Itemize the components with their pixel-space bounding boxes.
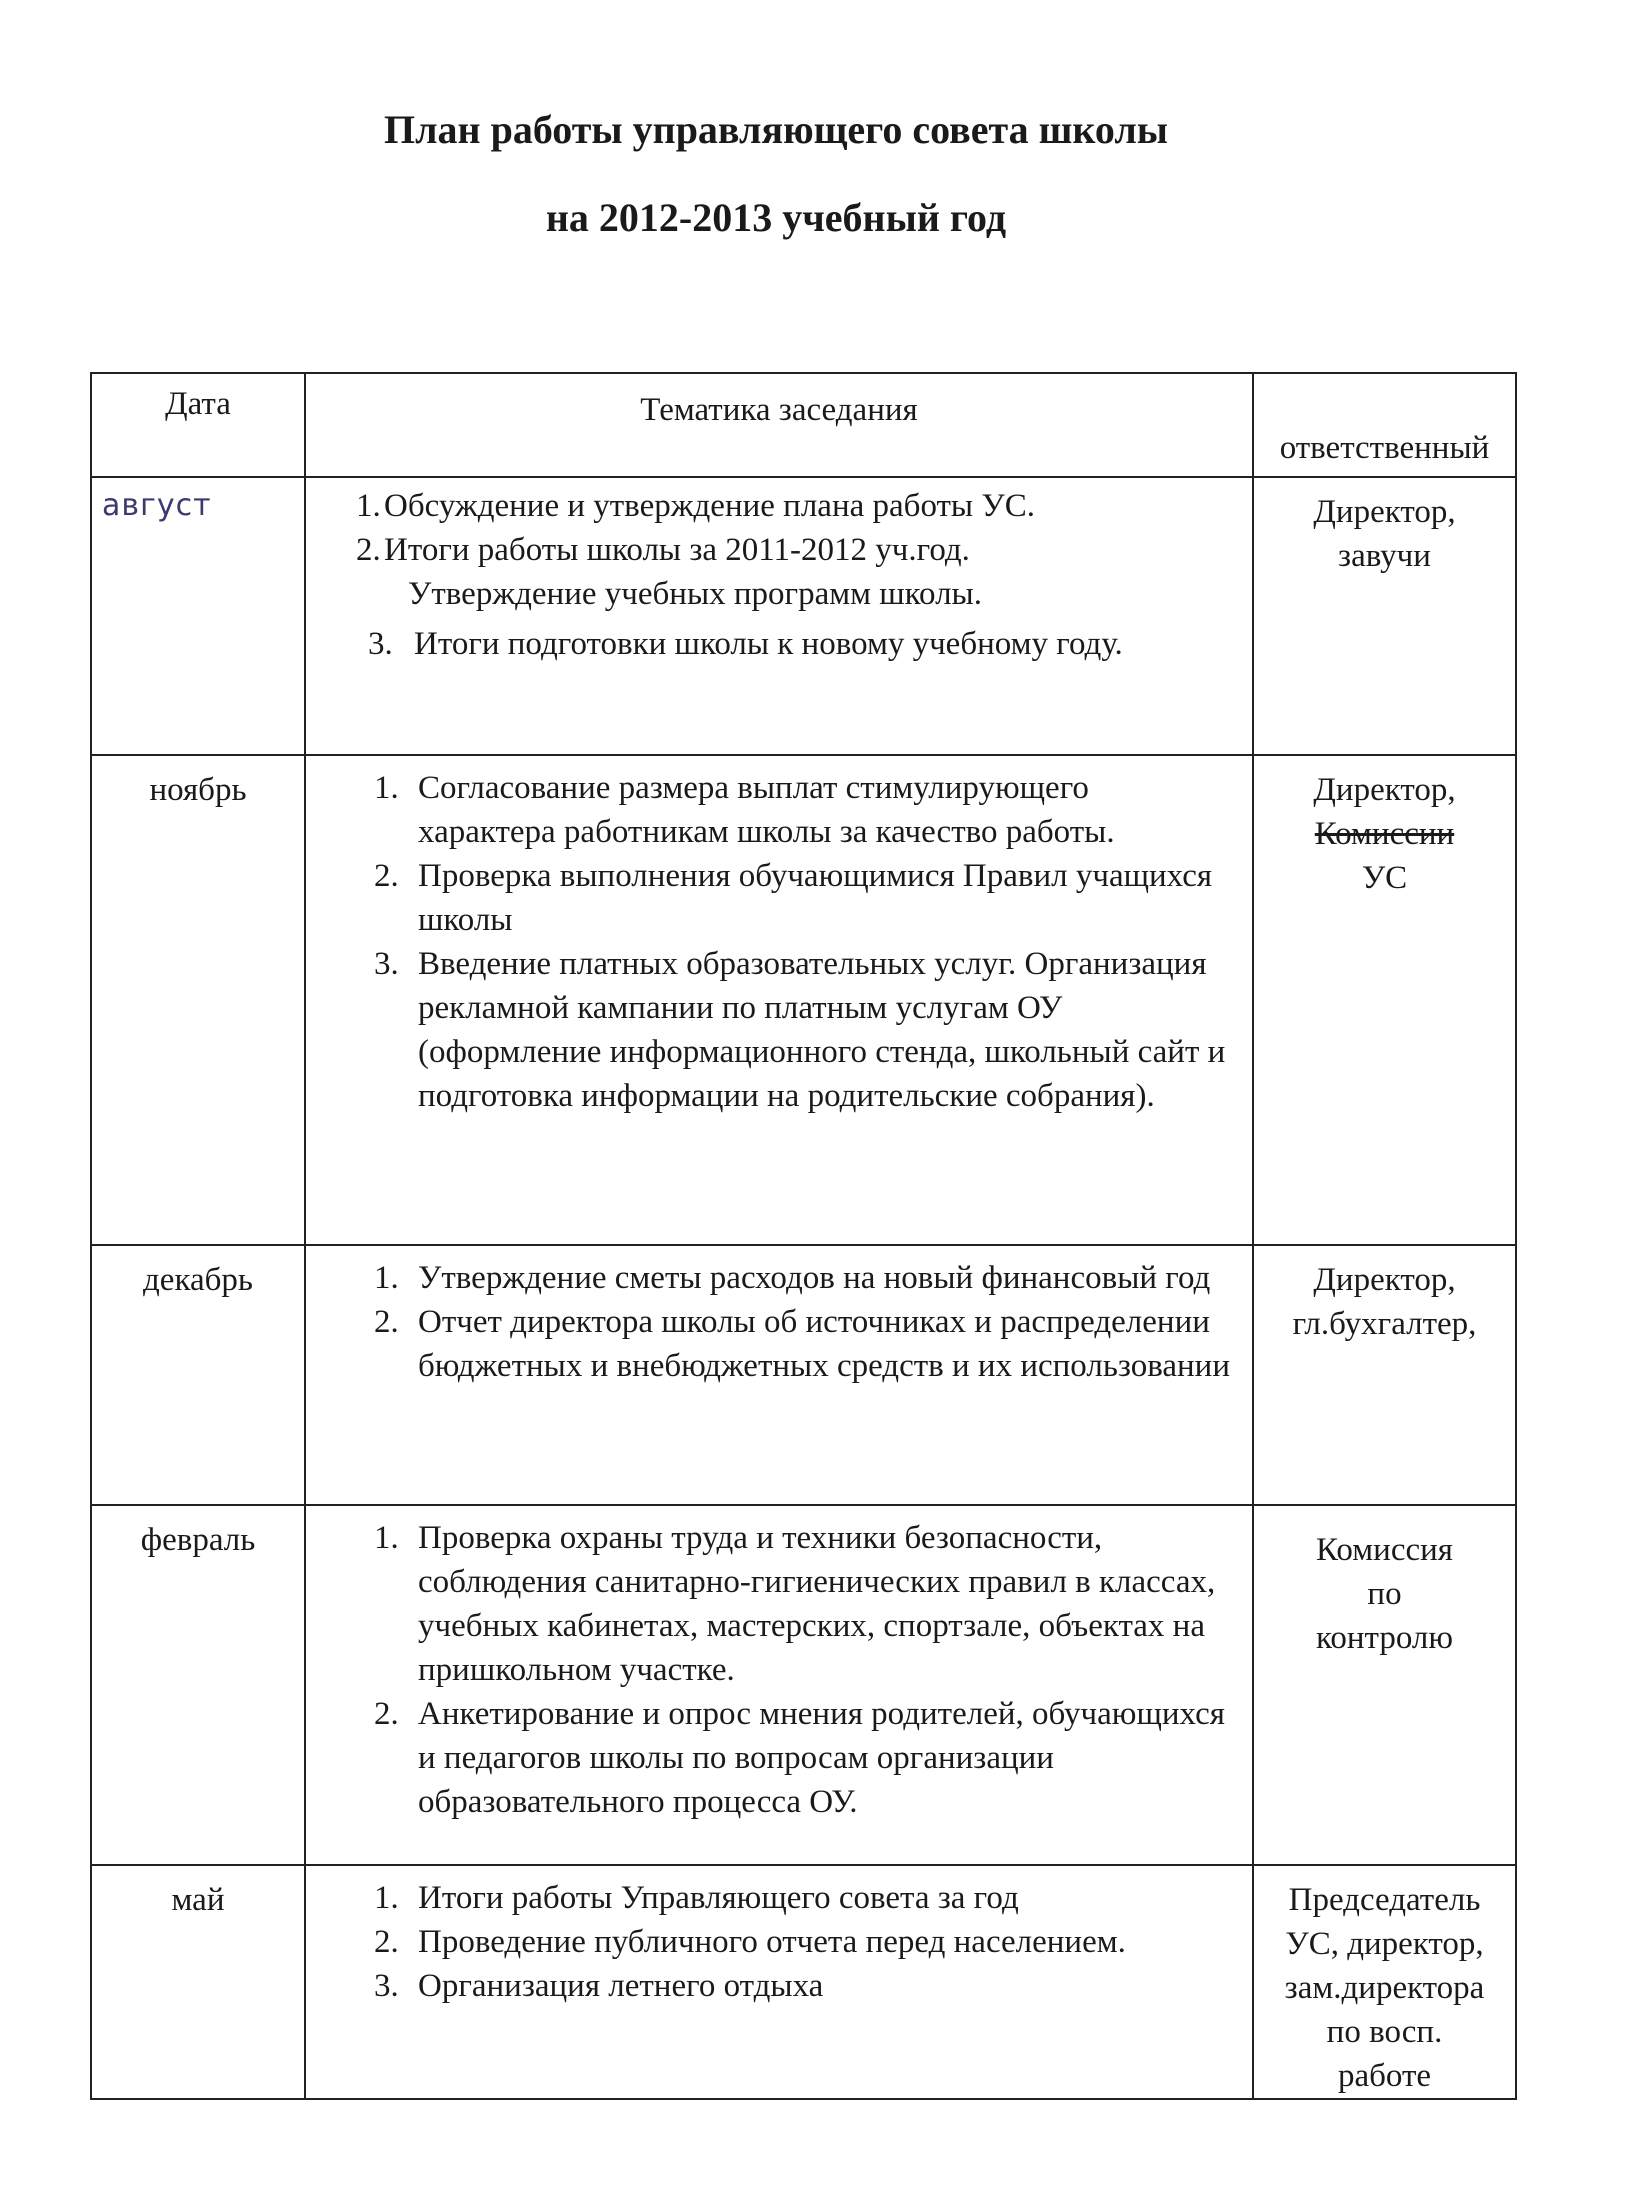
row-date: ноябрь [91,755,305,1245]
responsible-line: Комиссии [1314,816,1455,852]
responsible-line: завучи [1338,538,1431,574]
list-item [306,1256,1232,1300]
row-topics [305,755,1253,1245]
row-date: май [91,1865,305,2099]
item-number: 3. [374,1968,399,2004]
item-number: 2. [374,1696,399,1732]
item-number: 1. [374,1880,399,1916]
row-date: декабрь [91,1245,305,1505]
table-header-row [91,373,1516,477]
item-number: 2. [356,532,381,568]
item-text: Утверждение сметы расходов на новый финансовый год [418,1260,1211,1296]
table-row [91,1245,1516,1505]
item-text: Проведение публичного отчета перед населением. [418,1924,1126,1960]
item-text: Анкетирование и опрос мнения родителей, обучающихся и педагогов школы по вопросам организации образовательного процесса ОУ. [418,1696,1225,1820]
responsible-line: гл.бухгалтер, [1292,1306,1477,1342]
item-text: Обсуждение и утверждение плана работы УС. [384,488,1035,524]
list-item [306,1920,1232,1964]
item-text: Согласование размера выплат стимулирующего характера работникам школы за качество работы. [418,770,1115,850]
item-text: Проверка охраны труда и техники безопасности, соблюдения санитарно-гигиенических правил в классах, учебных кабинетах, мастерских, спортзале, объектах на пришкольном участке. [418,1520,1216,1688]
responsible-line: УС [1361,860,1408,896]
responsible-line: Комиссия [1316,1532,1453,1568]
responsible-line: зам.директора [1284,1970,1485,2006]
plan-table [90,372,1517,2100]
list-item [306,622,1232,666]
topic-list [306,478,1252,666]
topic-list [306,756,1252,1118]
row-date: август [91,477,305,755]
item-number: 1. [356,488,381,524]
item-number: 3. [374,946,399,982]
table-row [91,1505,1516,1865]
list-item [306,1300,1232,1388]
list-item [306,854,1232,942]
document-title: План работы управляющего совета школы [383,107,1169,152]
item-text: Итоги работы Управляющего совета за год [418,1880,1019,1916]
topic-list [306,1246,1252,1388]
row-topics [305,477,1253,755]
responsible-line: работе [1337,2058,1432,2094]
responsible-line: по восп. [1326,2014,1443,2050]
row-responsible [1253,477,1516,755]
responsible-line: по [1367,1576,1402,1612]
list-item [306,1876,1232,1920]
responsible-line: Директор, [1313,1262,1456,1298]
topic-list [306,1506,1252,1824]
row-responsible [1253,1245,1516,1505]
list-item [306,528,1232,616]
list-item [306,1692,1232,1824]
item-text: Проверка выполнения обучающимися Правил учащихся школы [418,858,1213,938]
header-topic: Тематика заседания [305,373,1253,477]
item-text: Итоги работы школы за 2011-2012 уч.год. [384,532,970,568]
row-topics [305,1505,1253,1865]
responsible-line: Председатель [1288,1882,1481,1918]
item-number: 3. [368,626,393,662]
item-text: Введение платных образовательных услуг. Организация рекламной кампании по платным услугам ОУ (оформление информационного стенда, школьный сайт и подготовка информации на родительские собрания). [418,946,1226,1114]
row-topics [305,1245,1253,1505]
item-text: Итоги подготовки школы к новому учебному году. [414,626,1123,662]
list-item [306,1516,1232,1692]
table-row [91,1865,1516,2099]
item-number: 1. [374,1260,399,1296]
list-item [306,484,1232,528]
responsible-line: контролю [1315,1620,1454,1656]
item-text: Организация летнего отдыха [418,1968,824,2004]
header-date: Дата [91,373,305,477]
item-number: 2. [374,858,399,894]
row-date: февраль [91,1505,305,1865]
row-responsible [1253,1505,1516,1865]
table-row [91,755,1516,1245]
table-row [91,477,1516,755]
row-responsible [1253,1865,1516,2099]
item-number: 2. [374,1304,399,1340]
item-extra-text: Утверждение учебных программ школы. [408,576,982,612]
row-topics [305,1865,1253,2099]
document-subtitle: на 2012-2013 учебный год [545,195,1007,240]
list-item [306,1964,1232,2008]
responsible-line: Директор, [1313,772,1456,808]
list-item [306,942,1232,1118]
item-text: Отчет директора школы об источниках и распределении бюджетных и внебюджетных средств и их использовании [418,1304,1230,1384]
header-responsible: ответственный [1253,373,1516,477]
item-number: 1. [374,1520,399,1556]
row-responsible [1253,755,1516,1245]
topic-list [306,1866,1252,2008]
list-item [306,766,1232,854]
responsible-line: Директор, [1313,494,1456,530]
responsible-line: УС, директор, [1285,1926,1484,1962]
item-number: 1. [374,770,399,806]
item-number: 2. [374,1924,399,1960]
